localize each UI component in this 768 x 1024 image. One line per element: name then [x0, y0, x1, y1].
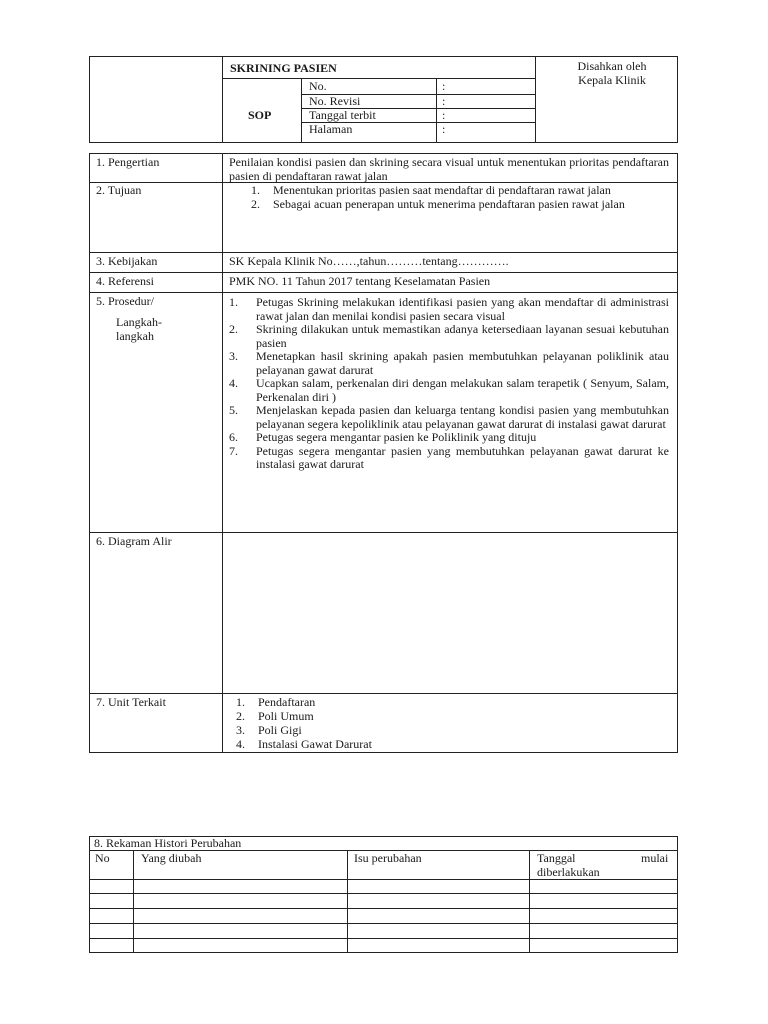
- tujuan-list: [251, 184, 669, 211]
- header-field-divider: [436, 78, 437, 143]
- list-item: [229, 296, 669, 323]
- list-text: Ucapkan salam, perkenalan diri dengan melakukan salam terapetik ( Senyum, Salam, Perkenalan diri ): [256, 376, 669, 404]
- row-line: [89, 272, 678, 273]
- list-item: [229, 431, 669, 445]
- row-line: [89, 292, 678, 293]
- header-sop-divider: [301, 78, 302, 143]
- list-text: Menentukan prioritas pasien saat mendaftar di pendaftaran rawat jalan: [273, 183, 611, 197]
- history-row-line: [89, 923, 678, 924]
- unit-text-1: Pendaftaran: [258, 695, 316, 709]
- unit-text-4: Instalasi Gawat Darurat: [258, 737, 372, 751]
- history-header-line: [89, 879, 678, 880]
- history-col-date-3: diberlakukan: [537, 865, 600, 879]
- history-row-line: [89, 893, 678, 894]
- unit-text-2: Poli Umum: [258, 709, 314, 723]
- field-label-revisi: No. Revisi: [309, 94, 361, 108]
- history-col-line: [529, 850, 530, 953]
- list-item: [229, 404, 669, 431]
- unit-num-3: 3.: [236, 723, 245, 737]
- history-col-date-1: Tanggal: [537, 851, 576, 865]
- header-title-underline: [222, 78, 535, 79]
- list-number: 2.: [251, 196, 260, 211]
- field-value-revisi: :: [442, 94, 446, 108]
- list-item: [229, 445, 669, 472]
- unit-num-2: 2.: [236, 709, 245, 723]
- history-col-line: [133, 850, 134, 953]
- list-text: Petugas Skrining melakukan identifikasi pasien yang akan mendaftar di administrasi rawat jalan dan menilai kondisi pasien secara visual: [256, 295, 669, 323]
- list-item: [229, 323, 669, 350]
- section-label-diagram: 6. Diagram Alir: [96, 534, 172, 548]
- list-text: Menetapkan hasil skrining apakah pasien membutuhkan pelayanan poliklinik atau pelayanan gawat darurat: [256, 349, 669, 377]
- history-col-issue: Isu perubahan: [354, 851, 422, 865]
- list-number: 1.: [229, 295, 238, 309]
- row-line: [89, 252, 678, 253]
- section-label-prosedur-line3: langkah: [116, 329, 154, 343]
- history-col-line: [347, 850, 348, 953]
- referensi-text: PMK NO. 11 Tahun 2017 tentang Keselamatan Pasien: [229, 274, 491, 288]
- list-text: Petugas segera mengantar pasien ke Poliklinik yang dituju: [256, 430, 537, 444]
- pengertian-text: Penilaian kondisi pasien dan skrining secara visual untuk menentukan prioritas pendaftaran pasien di pendaftaran rawat jalan: [229, 155, 669, 183]
- history-col-date-2: mulai: [641, 851, 669, 865]
- diagram-area: [223, 533, 677, 693]
- field-value-halaman: :: [442, 122, 446, 136]
- history-title: 8. Rekaman Histori Perubahan: [94, 836, 242, 850]
- header-divider-left: [222, 56, 223, 143]
- list-number: 4.: [229, 376, 238, 390]
- section-label-referensi: 4. Referensi: [96, 274, 154, 288]
- list-text: Menjelaskan kepada pasien dan keluarga tentang kondisi pasien yang membutuhkan pelayanan segera kepoliklinik atau pelayanan gawat darurat di instalasi gawat darurat: [256, 403, 669, 431]
- field-value-no: :: [442, 79, 446, 93]
- field-value-tanggal: :: [442, 108, 446, 122]
- history-row-line: [89, 938, 678, 939]
- approval-text: Disahkan oleh Kepala Klinik: [577, 59, 647, 87]
- list-item: [251, 184, 669, 198]
- list-text: Skrining dilakukan untuk memastikan adanya ketersediaan layanan sesuai kebutuhan pasien: [256, 322, 669, 350]
- list-number: 6.: [229, 430, 238, 444]
- section-label-pengertian: 1. Pengertian: [96, 155, 160, 169]
- header-divider-right: [535, 56, 536, 143]
- history-row-line: [89, 908, 678, 909]
- kebijakan-text: SK Kepala Klinik No……,tahun………tentang………….: [229, 254, 509, 268]
- list-item: [229, 350, 669, 377]
- list-number: 3.: [229, 349, 238, 363]
- section-label-prosedur-line2: Langkah-: [116, 315, 162, 329]
- list-item: [229, 377, 669, 404]
- row-line: [89, 693, 678, 694]
- list-number: 7.: [229, 443, 238, 458]
- history-col-changed: Yang diubah: [141, 851, 202, 865]
- list-number: 1.: [251, 183, 260, 197]
- list-text: Sebagai acuan penerapan untuk menerima pendaftaran pasien rawat jalan: [273, 196, 625, 211]
- field-label-tanggal: Tanggal terbit: [309, 108, 376, 122]
- section-label-unit: 7. Unit Terkait: [96, 695, 166, 709]
- prosedur-list: [229, 296, 669, 472]
- sop-label: SOP: [248, 108, 272, 122]
- section-label-prosedur: 5. Prosedur/: [96, 294, 154, 308]
- unit-text-3: Poli Gigi: [258, 723, 302, 737]
- unit-num-1: 1.: [236, 695, 245, 709]
- history-col-no: No: [95, 851, 110, 865]
- list-text: Petugas segera mengantar pasien yang membutuhkan pelayanan gawat darurat ke instalasi gawat darurat: [256, 443, 669, 471]
- list-number: 5.: [229, 403, 238, 417]
- section-label-tujuan: 2. Tujuan: [96, 183, 142, 197]
- field-label-halaman: Halaman: [309, 122, 353, 136]
- list-item: [251, 198, 669, 212]
- unit-num-4: 4.: [236, 737, 245, 751]
- list-number: 2.: [229, 322, 238, 336]
- section-label-kebijakan: 3. Kebijakan: [96, 254, 158, 268]
- document-title: SKRINING PASIEN: [230, 61, 337, 75]
- field-label-no: No.: [309, 79, 327, 93]
